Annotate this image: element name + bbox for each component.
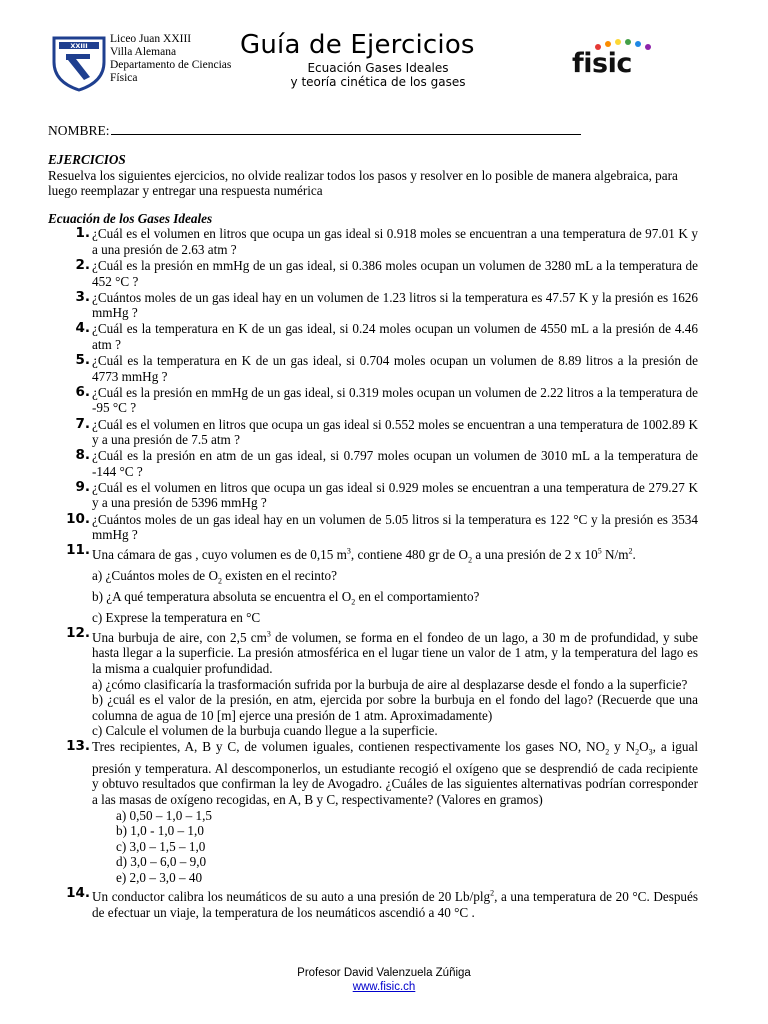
exercise-text: ¿Cuál es la temperatura en K de un gas ideal, si 0.704 moles ocupan un volumen de 8.89 litros a la presión de 4773 mmHg ? bbox=[92, 353, 698, 384]
exercise-text: ¿Cuál es el volumen en litros que ocupa un gas ideal si 0.918 moles se encuentran a una temperatura de 97.01 K y a una presión de 2.63 atm ? bbox=[92, 226, 698, 257]
subtitle-line: Ecuación Gases Ideales bbox=[307, 61, 449, 75]
exercise-item bbox=[48, 385, 698, 416]
exercise-item bbox=[48, 417, 698, 448]
exercise-number: 3. bbox=[75, 288, 90, 305]
school-line: Departamento de Ciencias bbox=[110, 59, 232, 71]
sub-question: a) ¿cómo clasificaría la trasformación sufrida por la burbuja de aire al desplazarse desde el fondo a la superficie? bbox=[92, 676, 688, 692]
brand-name: fisic bbox=[572, 48, 632, 79]
exercise-number: 11. bbox=[66, 542, 90, 559]
footer-website-link[interactable]: www.fisic.ch bbox=[352, 981, 416, 993]
exercise-item bbox=[48, 321, 698, 352]
crest-text: XXIII bbox=[70, 42, 88, 50]
subtitle-line: y teoría cinética de los gases bbox=[290, 75, 466, 89]
exercise-item bbox=[48, 480, 698, 511]
page-footer bbox=[0, 966, 768, 994]
exercise-text: ¿Cuál es la presión en mmHg de un gas ideal, si 0.319 moles ocupan un volumen de 2.22 litros a la temperatura de -95 °C ? bbox=[92, 384, 698, 416]
exercise-number: 13. bbox=[66, 738, 90, 755]
exercise-number: 10. bbox=[66, 510, 90, 527]
exercise-number: 1. bbox=[75, 225, 90, 242]
answer-option: a) 0,50 – 1,0 – 1,5 bbox=[116, 807, 212, 823]
exercise-text: ¿Cuántos moles de un gas ideal hay en un volumen de 1.23 litros si la temperatura es 47.57 K y la presión es 1626 mmHg ? bbox=[92, 289, 698, 321]
exercise-item bbox=[48, 258, 698, 289]
worksheet-body bbox=[48, 152, 698, 921]
exercise-list bbox=[48, 226, 698, 920]
exercise-text: ¿Cuál es la presión en mmHg de un gas ideal, si 0.386 moles ocupan un volumen de 3280 mL a la temperatura de 452 °C ? bbox=[92, 258, 698, 289]
exercise-text: ¿Cuál es la presión en atm de un gas ideal, si 0.797 moles ocupan un volumen de 3010 mL a la temperatura de -144 °C ? bbox=[92, 448, 698, 479]
exercise-item bbox=[48, 626, 698, 739]
sub-question: c) Calcule el volumen de la burbuja cuando llegue a la superficie. bbox=[92, 723, 438, 739]
exercise-number: 4. bbox=[75, 320, 90, 337]
footer-author: Profesor David Valenzuela Zúñiga bbox=[297, 967, 471, 979]
answer-option: c) 3,0 – 1,5 – 1,0 bbox=[116, 838, 206, 854]
exercise-number: 9. bbox=[75, 478, 90, 495]
sub-question: b) ¿cuál es el valor de la presión, en atm, ejercida por sobre la burbuja en el fondo del lago? (Recuerde que una columna de agua de 10 [m] ejerce una presión de 1 atm. Aproximadamente) bbox=[92, 692, 698, 723]
page-title: Guía de Ejercicios bbox=[240, 30, 475, 60]
exercise-number: 12. bbox=[66, 625, 90, 642]
answer-option: d) 3,0 – 6,0 – 9,0 bbox=[116, 854, 207, 870]
exercise-number: 7. bbox=[75, 415, 90, 432]
name-field-row bbox=[48, 122, 581, 139]
page-header bbox=[48, 30, 728, 100]
page-subtitle bbox=[273, 61, 483, 89]
exercise-item bbox=[48, 512, 698, 543]
name-label: NOMBRE: bbox=[48, 123, 110, 138]
exercises-heading: EJERCICIOS bbox=[48, 152, 126, 167]
exercise-text: Una burbuja de aire, con 2,5 $cm^3$ de volumen, se forma en el fondeo de un lago, a 30 m de profundidad, y sube hasta llegar a la superficie. La presión atmosférica en el lugar tiene un valor de 1 atm, y la temperatura del lago es la misma a cualquier profundidad. bbox=[92, 629, 698, 677]
fisic-logo bbox=[570, 38, 670, 78]
instructions: Resuelva los siguientes ejercicios, no olvide realizar todos los pasos y resolver en lo posible de manera algebraica, para luego reemplazar y entregar una respuesta numérica bbox=[48, 167, 678, 199]
exercise-item bbox=[48, 353, 698, 384]
exercise-text: Un conductor calibra los neumáticos de su auto a una presión de 20 Lb/plg$^2$, a una temperatura de 20 °C. Después de efectuar un viaje, la temperatura de los neumáticos ascendió a 40 °C . bbox=[92, 888, 699, 920]
answer-option: b) 1,0 - 1,0 – 1,0 bbox=[116, 823, 204, 839]
exercise-number: 2. bbox=[75, 257, 90, 274]
exercise-text: ¿Cuántos moles de un gas ideal hay en un volumen de 5.05 litros si la temperatura es 122 °C y la presión es 3534 mmHg ? bbox=[92, 511, 698, 543]
exercise-number: 6. bbox=[75, 383, 90, 400]
school-info bbox=[110, 33, 231, 85]
sub-question: b) ¿A qué temperatura absoluta se encuentra el $O_2$ en el comportamiento? bbox=[92, 589, 480, 607]
school-line: Villa Alemana bbox=[110, 46, 177, 58]
exercise-text: ¿Cuál es la temperatura en K de un gas ideal, si 0.24 moles ocupan un volumen de 4550 mL a la presión de 4.46 atm ? bbox=[92, 321, 698, 353]
exercise-item bbox=[48, 448, 698, 479]
exercise-text: Una cámara de gas , cuyo volumen es de 0,15 $m^3$, contiene 480 gr de $O_2$ a una presión de 2 x $10^5$ $N/m^2$. bbox=[92, 546, 636, 565]
school-line: Liceo Juan XXIII bbox=[110, 33, 192, 45]
school-crest-icon bbox=[50, 32, 108, 92]
sub-question: c) Exprese la temperatura en °C bbox=[92, 610, 261, 626]
school-line: Física bbox=[110, 72, 138, 84]
exercise-text: ¿Cuál es el volumen en litros que ocupa un gas ideal si 0.929 moles se encuentran a una temperatura de 279.27 K y a una presión de 5396 mmHg ? bbox=[92, 479, 698, 511]
exercise-item bbox=[48, 543, 698, 626]
exercise-item bbox=[48, 290, 698, 321]
exercise-text: ¿Cuál es el volumen en litros que ocupa un gas ideal si 0.552 moles se encuentran a una temperatura de 1002.89 K y a una presión de 7.5 atm ? bbox=[92, 416, 698, 448]
exercise-number: 14. bbox=[66, 884, 90, 901]
exercise-item bbox=[48, 739, 698, 885]
exercise-number: 5. bbox=[75, 352, 90, 369]
name-blank-line bbox=[111, 122, 581, 135]
answer-option: e) 2,0 – 3,0 – 40 bbox=[116, 869, 203, 885]
section-title: Ecuación de los Gases Ideales bbox=[48, 210, 213, 226]
exercise-number: 8. bbox=[75, 447, 90, 464]
exercise-item bbox=[48, 226, 698, 257]
exercise-item bbox=[48, 886, 698, 921]
exercise-text: Tres recipientes, A, B y C, de volumen iguales, contienen respectivamente los gases NO, $NO_2$ y $N_2O_3$, a igual presión y temperatura. Al descomponerlos, un estudiante recogió el oxígeno que se desprendió de cada recipiente y obtuvo resultados que confirman la ley de Avogadro. ¿Cuáles de las siguientes alternativas podrían corresponder a las masas de oxígeno recogidas, en A, B y C, respectivamente? (Valores en gramos) bbox=[92, 739, 698, 807]
sub-question: a) ¿Cuántos moles de $O_2$ existen en el recinto? bbox=[92, 567, 337, 586]
